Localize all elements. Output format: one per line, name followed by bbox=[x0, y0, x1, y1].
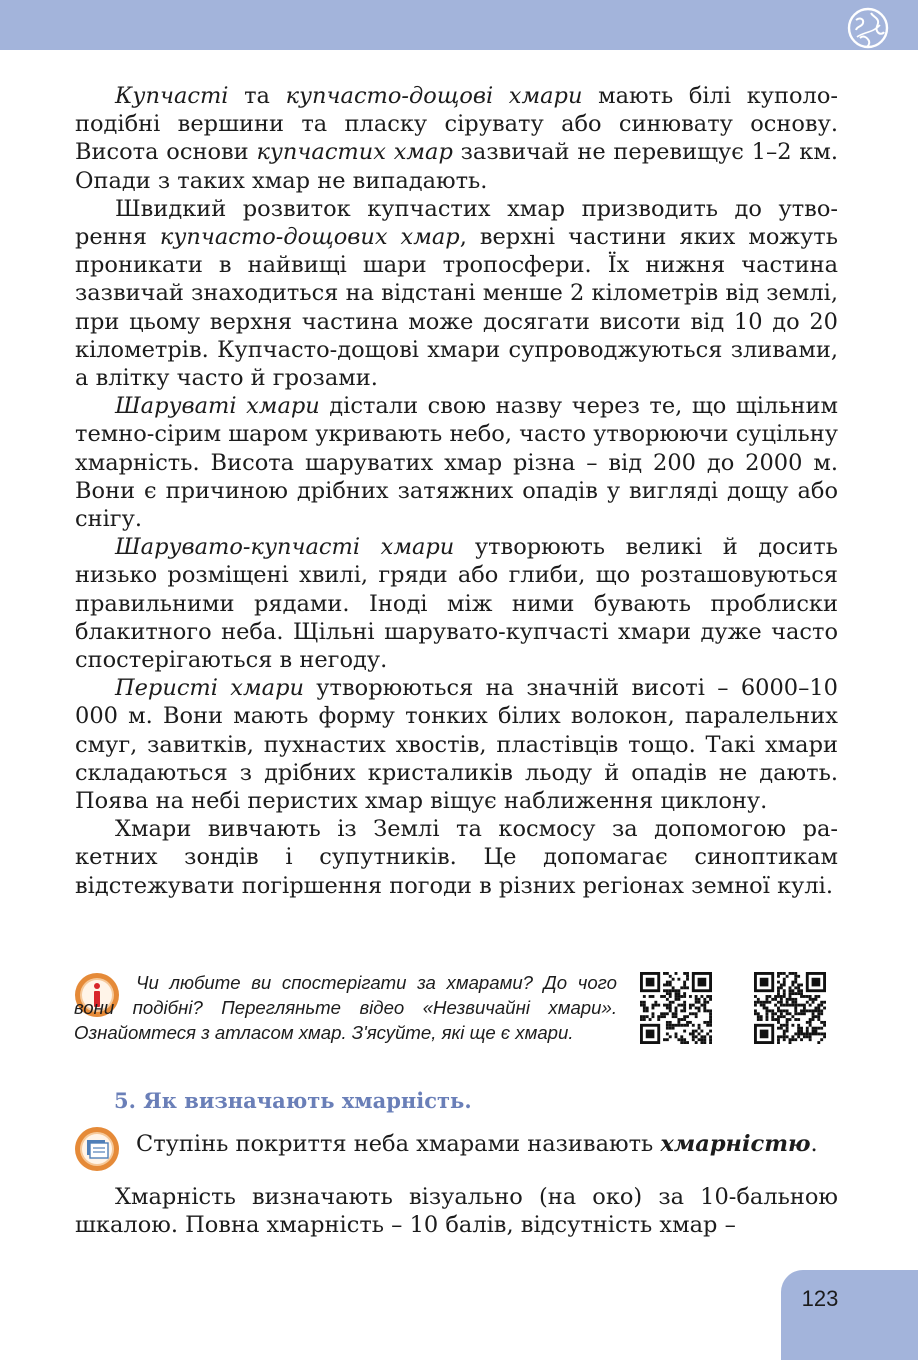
section-heading: 5. Як визначають хмарність. bbox=[114, 1088, 472, 1113]
globe-icon bbox=[847, 7, 889, 49]
definition-term: хмарністю bbox=[660, 1131, 811, 1157]
qr-code-atlas[interactable] bbox=[754, 972, 826, 1044]
paragraph bbox=[75, 392, 838, 533]
body-text bbox=[75, 82, 838, 900]
paragraph bbox=[75, 195, 838, 392]
text-run: дістали свою назву через те, що щільним темно-сірим шаром укривають небо, часто утворюючи суцільну хмарність. Висота шаруватих хмар різна – від 200 до 2000 м. Вони є причиною дрібних затяжних опадів у вигляді дощу або снігу. bbox=[75, 393, 839, 533]
term: купчастих хмар bbox=[256, 139, 453, 166]
paragraph bbox=[75, 674, 838, 815]
term: Шаруваті хмари bbox=[115, 393, 320, 420]
text-run: , верхні частини яких можуть проникати в найвищі шари тропосфери. Їх нижня частина зазвичай знаходиться на відстані менше 2 кілометрів від землі, при цьому верхня частина може досягати висоти від 10 до 20 кілометрів. Купчасто-дощові хмари супроводжуються зливами, а влітку часто й грозами. bbox=[75, 224, 839, 392]
info-text: Чи любите ви спостерігати за хмарами? До чого вони подібні? Перегляньте відео «Незвичайні хмари». Ознайомтеся з атласом хмар. З'ясуйте, які ще є хмари. bbox=[74, 972, 617, 1043]
paragraph bbox=[75, 82, 838, 195]
page-number: 123 bbox=[801, 1286, 839, 1311]
text-run: зазвичай не перевищує 1–2 км. Опади з таких хмар не випадають. bbox=[75, 139, 838, 194]
qr-code-video[interactable] bbox=[640, 972, 712, 1044]
text-run: Швидкий розвиток купчастих хмар призводить до утворення bbox=[75, 195, 838, 251]
paragraph bbox=[75, 533, 838, 674]
text-run: утворюють великі й досить низько розміщені хвилі, гряди або глиби, що розташовуються правильними рядами. Іноді між ними бувають проблиски блакитного неба. Щільні шарувато-купчасті хмари дуже часто спостерігаються в негоду. bbox=[75, 534, 838, 674]
page-number-tab bbox=[781, 1270, 918, 1360]
text-run: утворюються на значній висоті – 6000–10 000 м. Вони мають форму тонких білих волокон, паралельних смуг, завитків, пухнастих хвостів, пластівців тощо. Такі хмари складаються з дрібних кристаликів льоду й опадів не дають. Поява на небі перистих хмар віщує наближення циклону. bbox=[75, 675, 838, 815]
term: купчасто-дощових хмар bbox=[159, 224, 460, 251]
definition: Ступінь покриття неба хмарами називають хмарністю. bbox=[136, 1131, 818, 1157]
term: Шарувато-купчасті хмари bbox=[115, 534, 455, 561]
top-band bbox=[0, 0, 918, 50]
text-run: Хмари вивчають із Землі та космосу за допомогою ракетних зондів і супутників. Це допомагає синоптикам відстежувати погіршення погоди в різних регіонах земної кулі. bbox=[75, 816, 838, 899]
paragraph bbox=[75, 815, 838, 900]
term: Перисті хмари bbox=[115, 675, 304, 702]
definition-icon bbox=[74, 1126, 120, 1172]
info-box bbox=[74, 970, 844, 1070]
text-run: мають білі куполоподібні вершини та пласку сірувату або синювату основу. Висота основи bbox=[75, 83, 838, 166]
term: Купчасті bbox=[115, 83, 229, 109]
paragraph-last: Хмарність визначають візуально (на око) за 10-бальною шкалою. Повна хмарність – 10 балів, відсутність хмар – bbox=[75, 1184, 838, 1239]
text-run: та bbox=[228, 83, 286, 109]
term: купчасто-дощові хмари bbox=[285, 83, 583, 109]
